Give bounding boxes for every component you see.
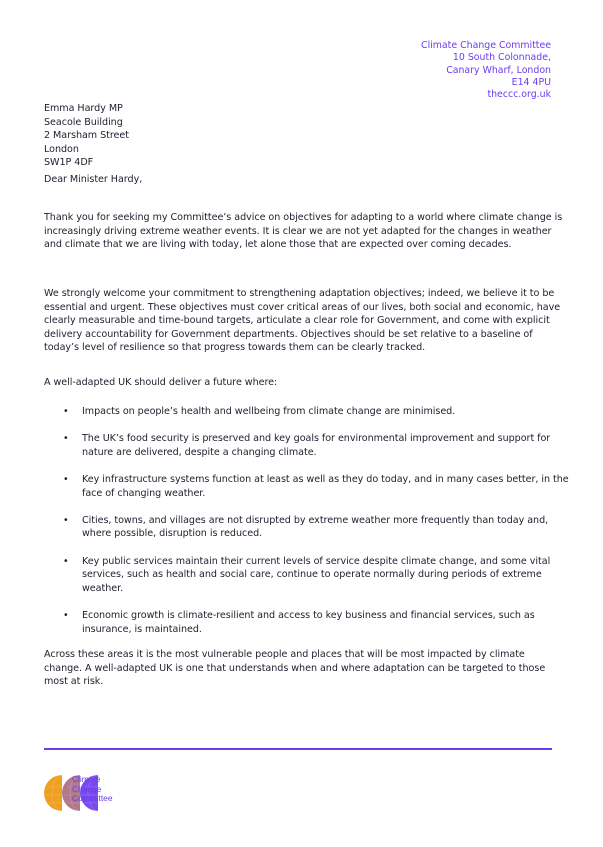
paragraph-list-intro: A well-adapted UK should deliver a future where: bbox=[44, 377, 278, 388]
bullet-icon: • bbox=[63, 609, 69, 621]
bullet-icon: • bbox=[63, 555, 69, 567]
list-item bbox=[44, 405, 574, 419]
paragraph-closing: Across these areas it is the most vulnerable people and places that will be most impacted by climate change. A well-adapted UK is one that understands when and where adaptation can be targeted to those most at risk. bbox=[44, 649, 546, 688]
footer-divider bbox=[44, 748, 552, 750]
list-item-text: Impacts on people’s health and wellbeing from climate change are minimised. bbox=[82, 406, 456, 417]
logo-wordmark bbox=[72, 775, 113, 804]
recipient-address bbox=[44, 102, 129, 170]
recipient-street: 2 Marsham Street bbox=[44, 130, 129, 142]
logo-half-globe-orange bbox=[44, 775, 62, 811]
logo-line: Change bbox=[72, 783, 102, 794]
list-item bbox=[44, 473, 574, 500]
bullet-icon: • bbox=[63, 473, 69, 485]
bullet-icon: • bbox=[63, 406, 69, 417]
paragraph-objectives: We strongly welcome your commitment to strengthening adaptation objectives; indeed, we believe it to be essential and urgent. These objectives must cover critical areas of our lives, both social and economic, have clearly measurable and time-bound targets, articulate a clear role for Government, and come with explicit delivery accountability for Government departments. Objectives should be set relative to a baseline of today’s level of resilience so that progress towards them can be clearly tracked. bbox=[44, 288, 561, 354]
list-item-text: Economic growth is climate-resilient and access to key business and financial services, such as insurance, is maintained. bbox=[82, 609, 535, 635]
sender-address bbox=[421, 40, 551, 101]
logo-line: Climate bbox=[72, 774, 101, 784]
list-item-text: Key public services maintain their current levels of service despite climate change, and some vital services, such as health and social care, continue to operate normally during periods of extreme weather. bbox=[82, 555, 551, 594]
list-item bbox=[44, 432, 574, 459]
list-item-text: The UK’s food security is preserved and key goals for environmental improvement and support for nature are delivered, despite a changing climate. bbox=[82, 433, 551, 458]
salutation: Dear Minister Hardy, bbox=[44, 174, 143, 185]
logo-line: Committee bbox=[72, 793, 113, 803]
sender-postcode: E14 4PU bbox=[511, 76, 551, 88]
list-item bbox=[44, 555, 574, 596]
list-item bbox=[44, 514, 574, 541]
list-item bbox=[44, 609, 574, 636]
recipient-postcode: SW1P 4DF bbox=[44, 157, 94, 169]
list-item-text: Cities, towns, and villages are not disrupted by extreme weather more frequently than today and, where possible, disruption is reduced. bbox=[82, 514, 549, 540]
outcomes-list bbox=[44, 405, 574, 650]
list-item-text: Key infrastructure systems function at least as well as they do today, and in many cases better, in the face of changing weather. bbox=[82, 473, 569, 499]
bullet-icon: • bbox=[63, 433, 69, 445]
bullet-icon: • bbox=[63, 514, 69, 526]
recipient-city: London bbox=[44, 143, 79, 155]
sender-street: 10 South Colonnade, bbox=[452, 52, 551, 64]
sender-org: Climate Change Committee bbox=[421, 40, 551, 51]
recipient-building: Seacole Building bbox=[44, 116, 123, 128]
paragraph-intro: Thank you for seeking my Committee’s advice on objectives for adapting to a world where climate change is increasingly driving extreme weather events. It is clear we are not yet adapted for the changes in weather and climate that we are living with today, let alone those that are expected over coming decades. bbox=[44, 212, 563, 251]
recipient-name: Emma Hardy MP bbox=[44, 103, 123, 114]
sender-city: Canary Wharf, London bbox=[446, 64, 551, 76]
sender-website[interactable]: theccc.org.uk bbox=[487, 89, 551, 101]
